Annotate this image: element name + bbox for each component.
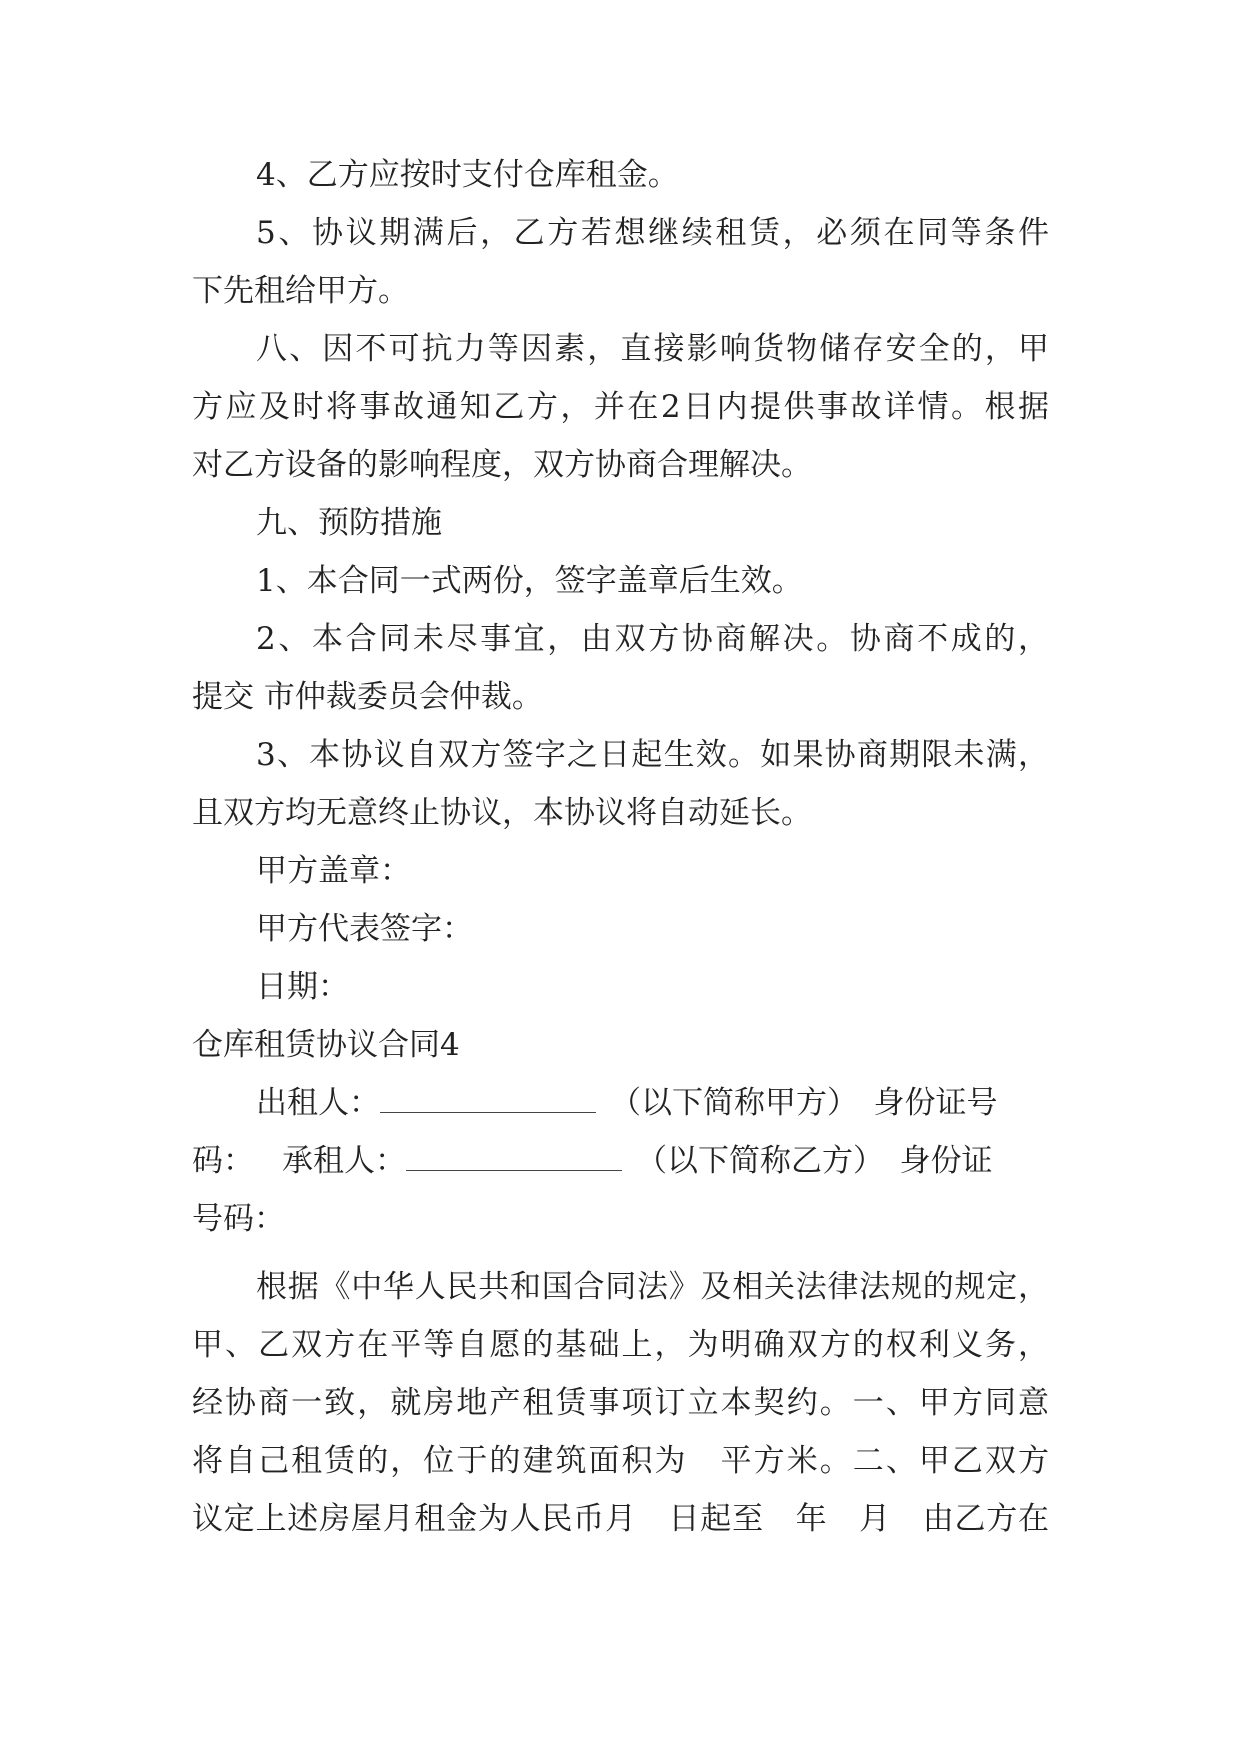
- body-line: 将自己租赁的，位于的建筑面积为 平方米。二、甲乙双方: [192, 1443, 1049, 1479]
- body-line: 甲、乙双方在平等自愿的基础上，为明确双方的权利义务，: [192, 1327, 1049, 1363]
- clause-line: 4、乙方应按时支付仓库租金。: [256, 157, 679, 193]
- signature-label: 甲方代表签字：: [256, 911, 473, 947]
- body-line: 经协商一致，就房地产租赁事项订立本契约。一、甲方同意: [192, 1385, 1049, 1421]
- clause-line: 提交 市仲裁委员会仲裁。: [192, 679, 543, 715]
- lessee-line: [192, 1141, 1049, 1181]
- id-label: 码：: [192, 1143, 254, 1179]
- lessee-note: （以下简称乙方） 身份证: [636, 1143, 993, 1179]
- lessee-blank: [406, 1146, 622, 1171]
- clause-line: 方应及时将事故通知乙方，并在2日内提供事故详情。根据: [192, 389, 1049, 425]
- contract-title: 仓库租赁协议合同4: [192, 1027, 460, 1063]
- clause-line: 3、本协议自双方签字之日起生效。如果协商期限未满，: [256, 737, 1049, 773]
- id-label: 号码：: [192, 1201, 285, 1237]
- clause-line: 对乙方设备的影响程度，双方协商合理解决。: [192, 447, 812, 483]
- section-heading: 九、预防措施: [256, 505, 442, 541]
- signature-label: 甲方盖章：: [256, 853, 411, 889]
- clause-line: 八、因不可抗力等因素，直接影响货物储存安全的，甲: [256, 331, 1049, 367]
- lessor-line: [256, 1083, 1049, 1123]
- lessee-label: 承租人：: [282, 1143, 406, 1179]
- date-label: 日期：: [256, 969, 349, 1005]
- body-line: 根据《中华人民共和国合同法》及相关法律法规的规定，: [256, 1269, 1049, 1305]
- lessor-label: 出租人：: [256, 1085, 380, 1121]
- clause-line: 1、本合同一式两份，签字盖章后生效。: [256, 563, 803, 599]
- clause-line: 且双方均无意终止协议，本协议将自动延长。: [192, 795, 812, 831]
- lessor-note: （以下简称甲方） 身份证号: [610, 1085, 998, 1121]
- body-line: 议定上述房屋月租金为人民币月 日起至 年 月 由乙方在: [192, 1501, 1049, 1537]
- lessor-blank: [380, 1088, 596, 1113]
- clause-line: 5、协议期满后，乙方若想继续租赁，必须在同等条件: [256, 215, 1049, 251]
- clause-line: 2、本合同未尽事宜，由双方协商解决。协商不成的，: [256, 621, 1049, 657]
- clause-line: 下先租给甲方。: [192, 273, 409, 309]
